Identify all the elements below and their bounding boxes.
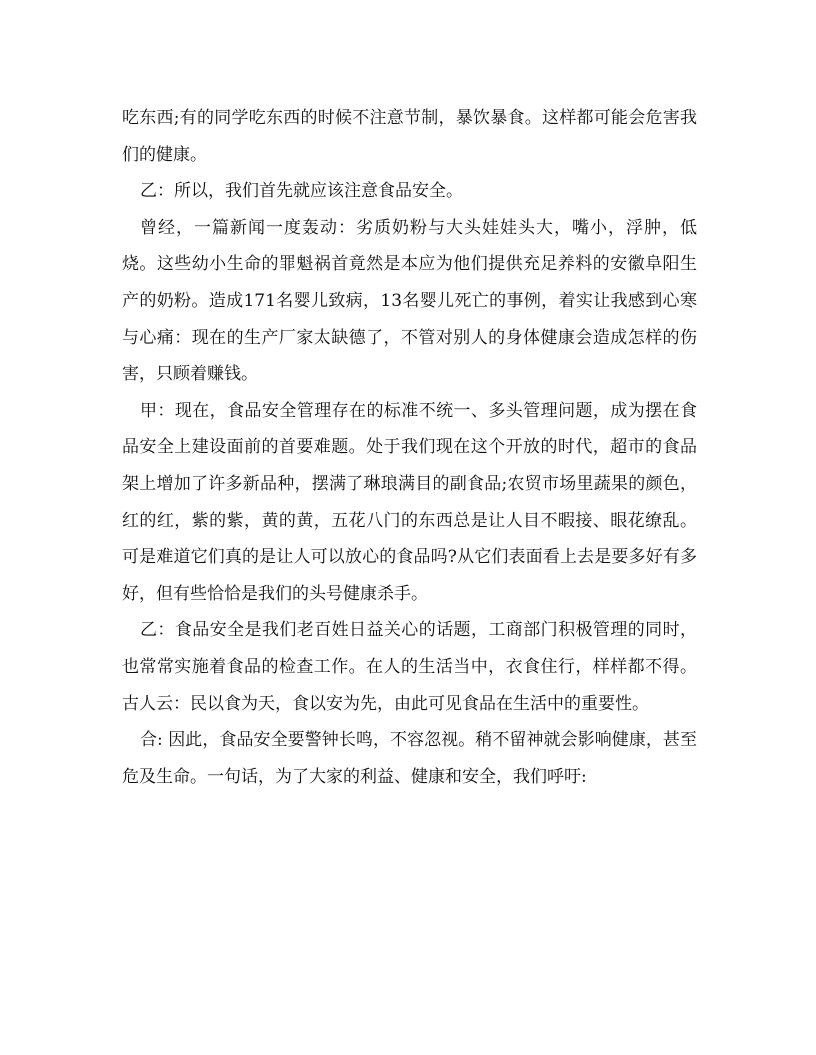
paragraph-5: 乙：食品安全是我们老百姓日益关心的话题，工商部门积极管理的同时，也常常实施着食品的检查工作。在人的生活当中，衣食住行，样样都不得。古人云：民以食为天，食以安为先，由此可见食品在生活中的重要性。	[122, 620, 697, 714]
paragraph-4: 甲：现在，食品安全管理存在的标准不统一、多头管理问题，成为摆在食品安全上建设面前的首要难题。处于我们现在这个开放的时代，超市的食品架上增加了许多新品种，摆满了琳琅满目的副食品;农贸市场里蔬果的颜色，红的红，紫的紫，黄的黄，五花八门的东西总是让人目不暇接、眼花缭乱。可是难道它们真的是让人可以放心的食品吗?从它们表面看上去是要多好有多好，但有些恰恰是我们的头号健康杀手。	[122, 400, 697, 604]
document-body	[122, 100, 697, 795]
paragraph-3: 曾经，一篇新闻一度轰动：劣质奶粉与大头娃娃头大，嘴小，浮肿，低烧。这些幼小生命的罪魁祸首竟然是本应为他们提供充足养料的安徽阜阳生产的奶粉。造成171名婴儿致病，13名婴儿死亡的事例，着实让我感到心寒与心痛：现在的生产厂家太缺德了，不管对别人的身体健康会造成怎样的伤害，只顾着赚钱。	[122, 217, 697, 385]
paragraph-2: 乙：所以，我们首先就应该注意食品安全。	[140, 181, 463, 202]
paragraph-6: 合: 因此，食品安全要警钟长鸣，不容忽视。稍不留神就会影响健康，甚至危及生命。一句话，为了大家的利益、健康和安全，我们呼吁:	[122, 730, 697, 787]
paragraph-1: 吃东西;有的同学吃东西的时候不注意节制，暴饮暴食。这样都可能会危害我们的健康。	[122, 108, 697, 165]
